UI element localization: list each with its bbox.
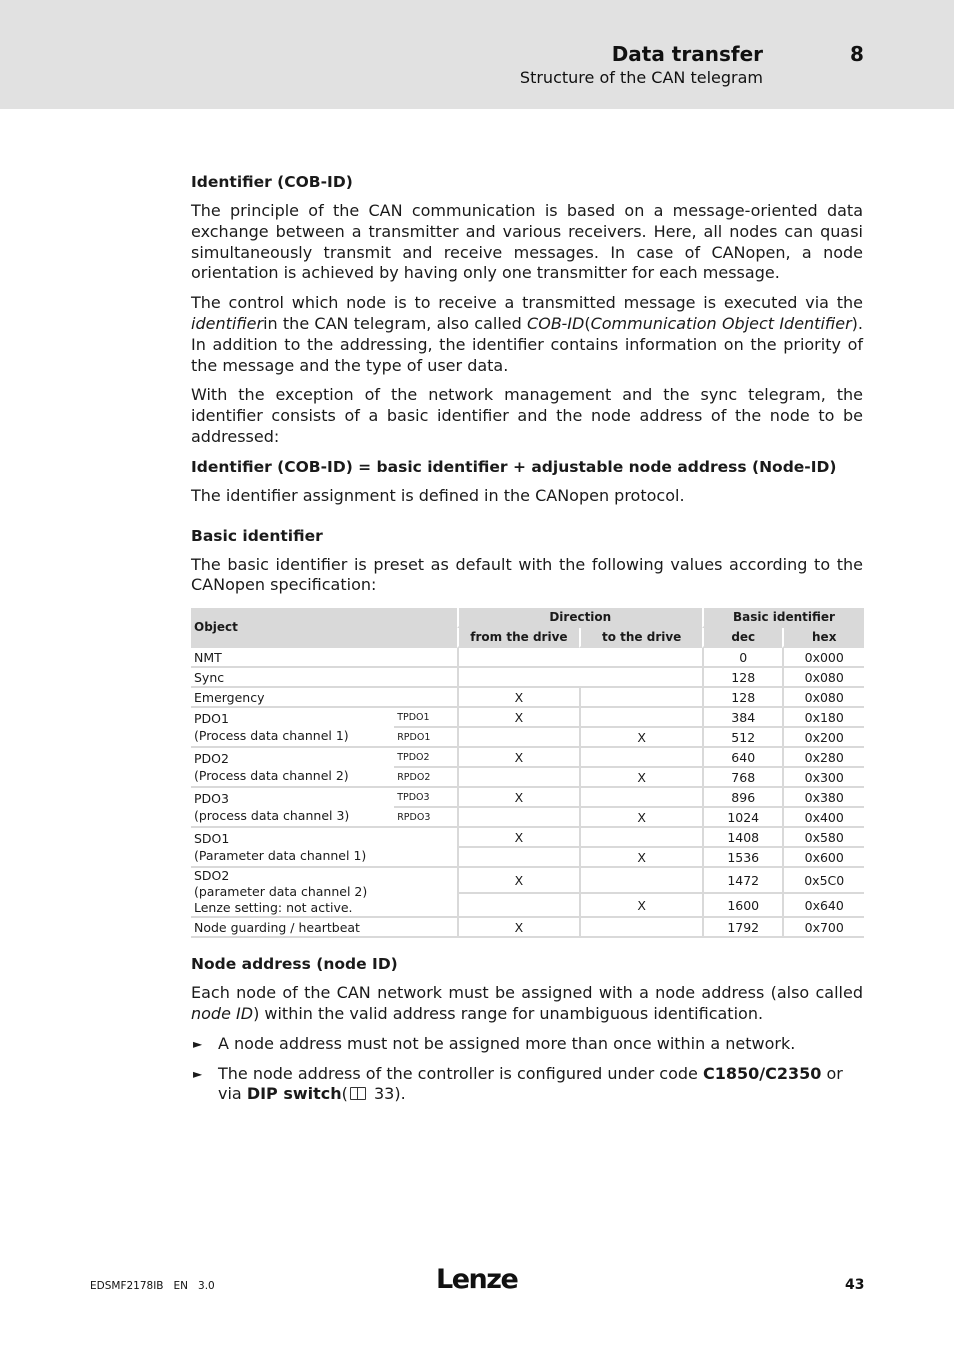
identifier-formula: Identifier (COB-ID) = basic identifier + adjustable node address (Node-ID) bbox=[191, 457, 837, 476]
paragraph-exception: With the exception of the network management and the sync telegram, the identifier consists of a basic identifier and the node address of the node to be addressed: bbox=[191, 385, 863, 446]
section-subtitle: Structure of the CAN telegram bbox=[519, 68, 763, 87]
identifier-heading: Identifier (COB-ID) bbox=[191, 173, 353, 191]
list-item: ► The node address of the controller is configured under code C1850/C2350 or via DIP switch( 33). bbox=[193, 1063, 843, 1104]
table-row: RPDO1 X 512 0x200 bbox=[191, 728, 864, 748]
node-address-heading: Node address (node ID) bbox=[191, 955, 398, 974]
col-hex: hex bbox=[782, 628, 864, 648]
doc-language: EN bbox=[173, 1280, 189, 1292]
table-row: PDO3 (process data channel 3) TPDO3 X 896 0x380 bbox=[191, 788, 864, 808]
col-basic-identifier: Basic identifier bbox=[702, 608, 864, 628]
table-row: PDO1 (Process data channel 1) TPDO1 X 384 0x180 bbox=[191, 708, 864, 728]
doc-id: EDSMF2178IB bbox=[90, 1280, 164, 1292]
col-to-drive: to the drive bbox=[579, 628, 702, 648]
book-icon bbox=[350, 1087, 366, 1100]
chapter-title: Data transfer bbox=[611, 42, 763, 66]
table-row: X 1536 0x600 bbox=[191, 848, 864, 868]
list-item: ► A node address must not be assigned more than once within a network. bbox=[193, 1033, 796, 1053]
col-direction: Direction bbox=[457, 608, 702, 628]
arrow-bullet-icon: ► bbox=[193, 1036, 203, 1051]
table-row: RPDO2 X 768 0x300 bbox=[191, 768, 864, 788]
table-row: SDO2 (parameter data channel 2) Lenze setting: not active. X 1472 0x5C0 bbox=[191, 868, 864, 894]
chapter-number: 8 bbox=[850, 42, 864, 66]
paragraph-node-address: Each node of the CAN network must be assigned with a node address (also called node ID) within the valid address range for unambiguous identification. bbox=[191, 983, 863, 1023]
table-row: Emergency X 128 0x080 bbox=[191, 688, 864, 708]
basic-identifier-table bbox=[191, 608, 864, 938]
table-row: NMT 0 0x000 bbox=[191, 648, 864, 668]
paragraph-principle: The principle of the CAN communication is based on a message-oriented data exchange between a transmitter and various receivers. Here, all nodes can quasi simultaneously transmit and receive messages. In case of CANopen, a node orientation is achieved by having only one transmitter for each message. bbox=[191, 201, 863, 283]
dip-switch-link[interactable]: DIP switch bbox=[246, 1084, 342, 1104]
header-band bbox=[0, 0, 954, 109]
paragraph-assignment: The identifier assignment is defined in the CANopen protocol. bbox=[191, 485, 685, 505]
table-row: X 1600 0x640 bbox=[191, 894, 864, 918]
table-row: Sync 128 0x080 bbox=[191, 668, 864, 688]
col-from-drive: from the drive bbox=[457, 628, 580, 648]
page-number: 43 bbox=[845, 1277, 865, 1293]
paragraph-basic: The basic identifier is preset as default with the following values according to the CANopen specification: bbox=[191, 554, 863, 595]
col-dec: dec bbox=[702, 628, 782, 648]
basic-identifier-heading: Basic identifier bbox=[191, 526, 323, 545]
footer-doc-info bbox=[90, 1280, 225, 1292]
table-row: Node guarding / heartbeat X 1792 0x700 bbox=[191, 918, 864, 938]
node-address-list bbox=[191, 1034, 863, 1105]
doc-version: 3.0 bbox=[198, 1280, 215, 1292]
page-reference[interactable]: 33). bbox=[368, 1084, 406, 1104]
code-link[interactable]: C1850/C2350 bbox=[702, 1063, 822, 1083]
lenze-logo: Lenze bbox=[436, 1264, 518, 1295]
table-row: PDO2 (Process data channel 2) TPDO2 X 640 0x280 bbox=[191, 748, 864, 768]
table-row: RPDO3 X 1024 0x400 bbox=[191, 808, 864, 828]
arrow-bullet-icon: ► bbox=[193, 1066, 203, 1081]
table-row: SDO1 (Parameter data channel 1) X 1408 0x580 bbox=[191, 828, 864, 848]
paragraph-identifier: The control which node is to receive a transmitted message is executed via the identifierin the CAN telegram, also called COB-ID(Communication Object Identifier). In addition to the addressing, the identifier contains information on the priority of the message and the type of user data. bbox=[191, 293, 863, 375]
main-content bbox=[191, 172, 863, 1114]
col-object: Object bbox=[191, 608, 457, 648]
